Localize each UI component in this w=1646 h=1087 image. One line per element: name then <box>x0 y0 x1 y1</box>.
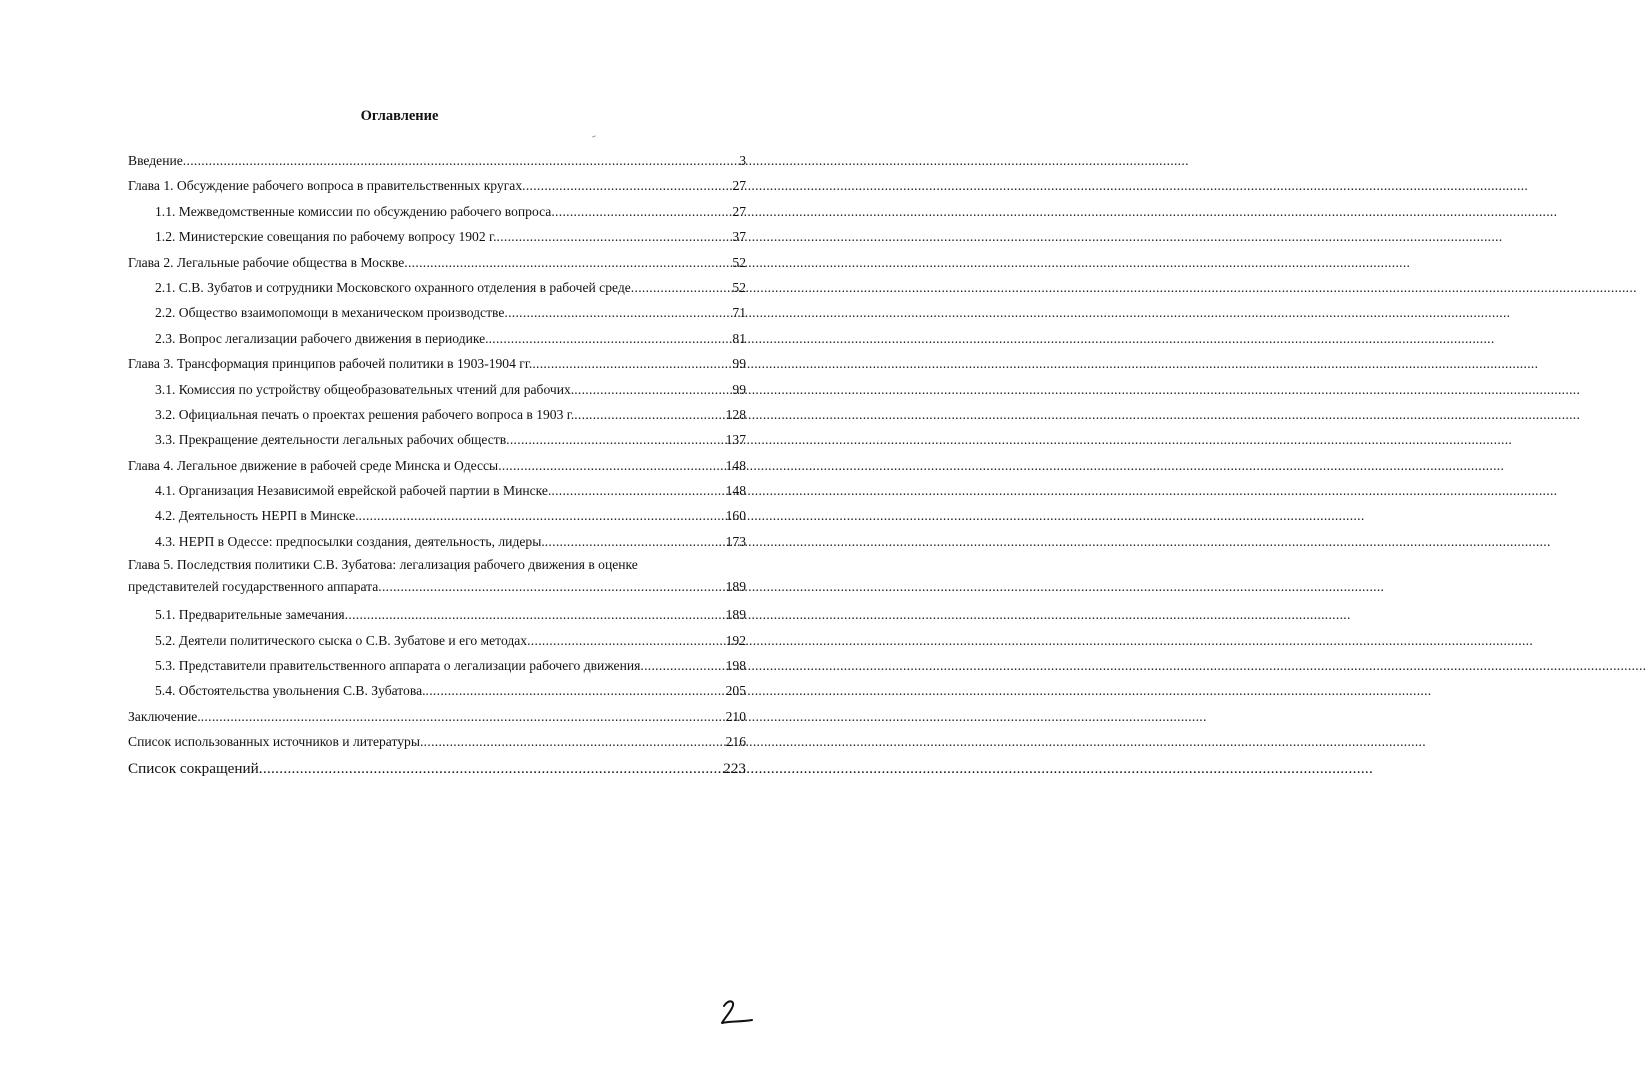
leader-dots <box>378 576 725 598</box>
toc-entry-section-5-4[interactable] <box>128 678 746 703</box>
toc-entry-text: 5.1. Предварительные замечания <box>155 607 345 623</box>
toc-entry-text: 3.3. Прекращение деятельности легальных рабочих обществ <box>155 432 507 448</box>
toc-entry-section-4-1[interactable] <box>128 478 746 503</box>
toc-entry-text: 2.2. Общество взаимопомощи в механическом производстве <box>155 305 505 321</box>
toc-entry-sources[interactable] <box>128 729 746 754</box>
leader-dots <box>345 602 726 627</box>
toc-entry-page: 189 <box>725 579 746 595</box>
toc-entry-page: 27 <box>732 203 746 219</box>
scan-speck <box>592 135 596 137</box>
toc-entry-page: 148 <box>725 457 746 473</box>
toc-entry-section-3-3[interactable] <box>128 427 746 452</box>
leader-dots <box>420 729 726 754</box>
toc-entry-text: Глава 1. Обсуждение рабочего вопроса в правительственных кругах <box>128 178 523 194</box>
toc-entry-page: 173 <box>725 533 746 549</box>
toc-entry-page: 192 <box>725 632 746 648</box>
toc-entry-page: 52 <box>732 279 746 295</box>
leader-dots <box>551 199 732 224</box>
toc-entry-chapter-1[interactable] <box>128 173 746 198</box>
toc-entry-page: 216 <box>725 734 746 750</box>
toc-entry-chapter-3[interactable] <box>128 351 746 376</box>
leader-dots <box>489 326 733 351</box>
page-title: Оглавление <box>360 108 439 124</box>
toc-entry-section-1-1[interactable] <box>128 199 746 224</box>
table-of-contents <box>128 148 746 783</box>
leader-dots <box>201 704 726 729</box>
handwritten-page-number <box>718 998 758 1028</box>
toc-entry-text: 1.1. Межведомственные комиссии по обсуждению рабочего вопроса <box>155 203 552 219</box>
toc-entry-text: 4.2. Деятельность НЕРП в Минске. <box>155 508 359 524</box>
toc-entry-page: 27 <box>732 178 746 194</box>
toc-entry-page: 71 <box>732 305 746 321</box>
toc-entry-section-2-3[interactable] <box>128 326 746 351</box>
toc-entry-page: 160 <box>725 508 746 524</box>
toc-entry-page: 99 <box>732 381 746 397</box>
leader-dots <box>506 427 725 452</box>
toc-entry-text: Заключение. <box>128 708 201 724</box>
toc-entry-text: Глава 4. Легальное движение в рабочей среде Минска и Одессы <box>128 457 499 473</box>
toc-entry-chapter-2[interactable] <box>128 250 746 275</box>
leader-dots <box>522 173 732 198</box>
toc-entry-text: 4.3. НЕРП в Одессе: предпосылки создания, деятельность, лидеры. <box>155 533 545 549</box>
toc-entry-section-3-2[interactable] <box>128 402 746 427</box>
leader-dots <box>426 678 726 703</box>
toc-entry-section-2-1[interactable] <box>128 275 746 300</box>
toc-entry-page: 223 <box>723 759 746 777</box>
toc-entry-page: 189 <box>725 607 746 623</box>
toc-entry-text: 3.2. Официальная печать о проектах решения рабочего вопроса в 1903 г. <box>155 406 575 422</box>
toc-entry-page: 128 <box>725 406 746 422</box>
toc-entry-page: 81 <box>732 330 746 346</box>
toc-entry-abbreviations[interactable] <box>128 755 746 783</box>
toc-entry-text-line2: представителей государственного аппарата <box>128 579 379 595</box>
toc-entry-section-1-2[interactable] <box>128 224 746 249</box>
toc-entry-text: 5.3. Представители правительственного аппарата о легализации рабочего движения <box>155 658 641 674</box>
leader-dots <box>640 653 725 678</box>
toc-entry-page: 99 <box>732 356 746 372</box>
toc-entry-page: 205 <box>725 683 746 699</box>
toc-entry-page: 137 <box>725 432 746 448</box>
toc-entry-section-4-3[interactable] <box>128 529 746 554</box>
toc-entry-section-2-2[interactable] <box>128 300 746 325</box>
leader-dots <box>504 300 732 325</box>
leader-dots <box>551 478 725 503</box>
leader-dots <box>527 628 726 653</box>
leader-dots <box>359 503 726 528</box>
toc-entry-text: Список использованных источников и литературы <box>128 734 420 750</box>
leader-dots <box>532 351 732 376</box>
toc-entry-text: 2.1. С.В. Зубатов и сотрудники Московского охранного отделения в рабочей среде <box>155 279 631 295</box>
toc-entry-page: 3 <box>739 153 746 168</box>
toc-entry-text: 1.2. Министерские совещания по рабочему вопросу 1902 г. <box>155 229 497 245</box>
toc-entry-text: 4.1. Организация Независимой еврейской рабочей партии в Минске. <box>155 483 552 499</box>
toc-entry-page: 37 <box>732 229 746 245</box>
leader-dots <box>631 275 733 300</box>
handwritten-two-icon <box>718 998 758 1028</box>
toc-entry-section-3-1[interactable] <box>128 377 746 402</box>
toc-entry-conclusion[interactable] <box>128 704 746 729</box>
toc-entry-page: 198 <box>725 658 746 674</box>
leader-dots <box>498 453 725 478</box>
toc-entry-text: 3.1. Комиссия по устройству общеобразовательных чтений для рабочих. <box>155 381 575 397</box>
toc-entry-chapter-5[interactable] <box>128 554 746 598</box>
toc-entry-text: 5.2. Деятели политического сыска о С.В. Зубатове и его методах <box>155 632 528 648</box>
toc-entry-section-4-2[interactable] <box>128 503 746 528</box>
toc-entry-section-5-2[interactable] <box>128 628 746 653</box>
toc-entry-chapter-4[interactable] <box>128 453 746 478</box>
leader-dots <box>183 148 739 173</box>
toc-entry-page: 148 <box>725 483 746 499</box>
leader-dots <box>574 402 725 427</box>
leader-dots <box>259 755 723 783</box>
leader-dots <box>404 250 732 275</box>
toc-entry-introduction[interactable] <box>128 148 746 173</box>
toc-entry-page: 52 <box>732 254 746 270</box>
leader-dots <box>574 377 732 402</box>
toc-entry-text: 2.3. Вопрос легализации рабочего движения в периодике. <box>155 330 489 346</box>
toc-entry-text: 5.4. Обстоятельства увольнения С.В. Зубатова. <box>155 683 426 699</box>
toc-entry-text: Введение <box>128 153 183 168</box>
toc-entry-text-line1: Глава 5. Последствия политики С.В. Зубатова: легализация рабочего движения в оценке <box>128 557 638 573</box>
toc-entry-section-5-1[interactable] <box>128 602 746 627</box>
leader-dots <box>545 529 726 554</box>
toc-entry-text: Глава 2. Легальные рабочие общества в Москве <box>128 254 405 270</box>
toc-entry-text: Список сокращений <box>128 759 259 777</box>
toc-entry-section-5-3[interactable] <box>128 653 746 678</box>
toc-entry-text: Глава 3. Трансформация принципов рабочей политики в 1903-1904 гг. <box>128 356 533 372</box>
leader-dots <box>497 224 733 249</box>
toc-entry-page: 210 <box>725 708 746 724</box>
